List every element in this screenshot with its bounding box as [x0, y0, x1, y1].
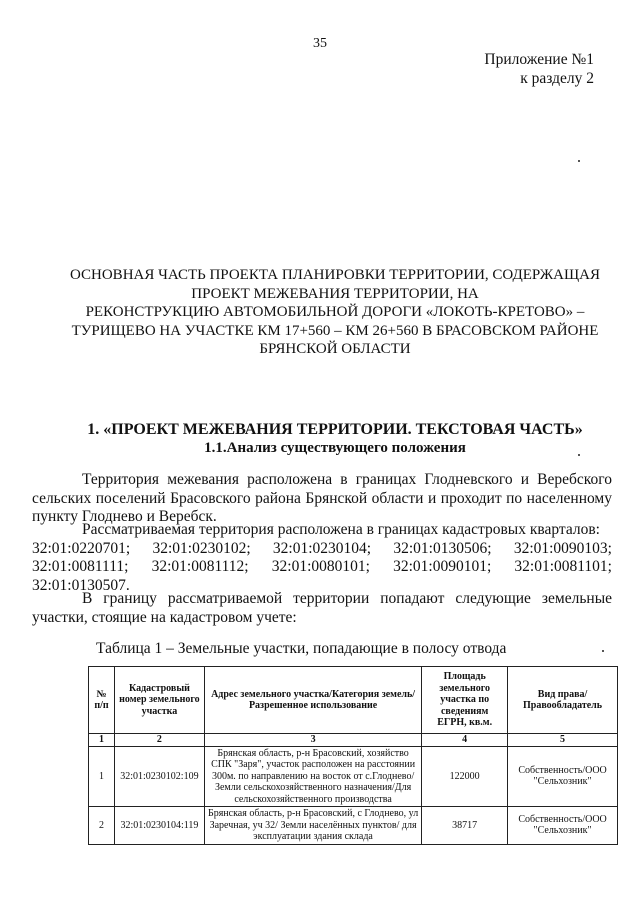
parcel-right: Собственность/ООО "Сельхозник" [508, 807, 618, 845]
appendix-line-2: к разделу 2 [520, 70, 594, 87]
column-number: 3 [204, 734, 421, 747]
cadastral-quarter: 32:01:0230102; [152, 539, 251, 557]
row-number: 2 [89, 807, 115, 845]
column-number: 4 [422, 734, 508, 747]
table-row [89, 746, 618, 807]
cadastral-quarter: 32:01:0081101; [514, 558, 612, 575]
table-header-row [89, 667, 618, 734]
parcels-table [88, 666, 618, 845]
page-number: 35 [313, 36, 327, 51]
parcel-right: Собственность/ООО "Сельхозник" [508, 746, 618, 807]
header-cell: № п/п [89, 667, 115, 734]
cadastral-quarter: 32:01:0130506; [393, 539, 492, 557]
main-heading-line: РЕКОНСТРУКЦИЮ АВТОМОБИЛЬНОЙ ДОРОГИ «ЛОКОТЬ-КРЕТОВО» – [85, 304, 585, 320]
scan-speck [578, 454, 580, 456]
cadastral-quarter: 32:01:0090103; [513, 539, 612, 557]
cadastral-number: 32:01:0230102:109 [114, 746, 204, 807]
header-cell: Площадь земельного участка по сведениям ЕГРН, кв.м. [422, 667, 508, 734]
cadastral-quarter: 32:01:0230104; [272, 539, 372, 557]
main-heading-line: ТУРИЩЕВО НА УЧАСТКЕ КМ 17+560 – КМ 26+560 В БРАСОВСКОМ РАЙОНЕ [71, 322, 599, 339]
main-heading-line: БРЯНСКОЙ ОБЛАСТИ [259, 341, 411, 357]
section-heading: 1. «ПРОЕКТ МЕЖЕВАНИЯ ТЕРРИТОРИИ. ТЕКСТОВАЯ ЧАСТЬ» [87, 421, 583, 438]
main-heading [70, 266, 600, 359]
appendix-note [484, 50, 594, 88]
paragraph-cadastral [32, 521, 612, 595]
column-number: 5 [508, 734, 618, 747]
header-cell: Кадастровый номер земельного участка [114, 667, 204, 734]
subsection-heading: 1.1.Анализ существующего положения [204, 440, 466, 456]
table-row [89, 807, 618, 845]
paragraph-location: Территория межевания расположена в границах Глодневского и Веребского сельских поселений Брасовского района Брянской области и проходит по населенному пункту Глоднево и Веребск. [32, 471, 612, 525]
appendix-line-1: Приложение №1 [484, 51, 594, 68]
row-number: 1 [89, 746, 115, 807]
main-heading-line: ПРОЕКТ МЕЖЕВАНИЯ ТЕРРИТОРИИ, НА [191, 285, 479, 302]
cadastral-intro: Рассматриваемая территория расположена в границах кадастровых кварталов: [82, 521, 600, 538]
column-number: 2 [114, 734, 204, 747]
cadastral-quarter: 32:01:0090101; [393, 558, 492, 575]
cadastral-quarter: 32:01:0130507. [32, 576, 130, 594]
scan-speck [578, 160, 580, 162]
column-number: 1 [89, 734, 115, 747]
parcel-area: 122000 [422, 746, 508, 807]
cadastral-number: 32:01:0230104:119 [114, 807, 204, 845]
header-cell: Адрес земельного участка/Категория земель/Разрешенное использование [204, 667, 421, 734]
table-caption: Таблица 1 – Земельные участки, попадающие в полосу отвода [96, 640, 507, 657]
cadastral-quarter: 32:01:0080101; [271, 558, 370, 575]
scan-speck [602, 650, 604, 652]
column-number-row [89, 734, 618, 747]
header-cell: Вид права/ Правообладатель [508, 667, 618, 734]
parcel-address: Брянская область, р-н Брасовский, с Глоднево, ул Заречная, уч 32/ Земли населённых пунктов/ для эксплуатации здания склада [204, 807, 421, 845]
cadastral-quarter: 32:01:0081111; [32, 558, 129, 575]
cadastral-row [32, 558, 612, 577]
main-heading-line: ОСНОВНАЯ ЧАСТЬ ПРОЕКТА ПЛАНИРОВКИ ТЕРРИТОРИИ, СОДЕРЖАЩАЯ [70, 267, 600, 283]
cadastral-row [32, 540, 612, 559]
cadastral-quarter: 32:01:0220701; [32, 539, 131, 557]
parcel-area: 38717 [422, 807, 508, 845]
parcel-address: Брянская область, р-н Брасовский, хозяйство СПК "Заря", участок расположен на расстоянии 300м. по направлению на восток от с.Глоднево/Земли сельскохозяйственного назначения/Для сельскохозяйственного производства [204, 746, 421, 807]
cadastral-quarter: 32:01:0081112; [151, 558, 249, 575]
paragraph-parcels: В границу рассматриваемой территории попадают следующие земельные участки, стоящие на кадастровом учете: [32, 590, 612, 626]
